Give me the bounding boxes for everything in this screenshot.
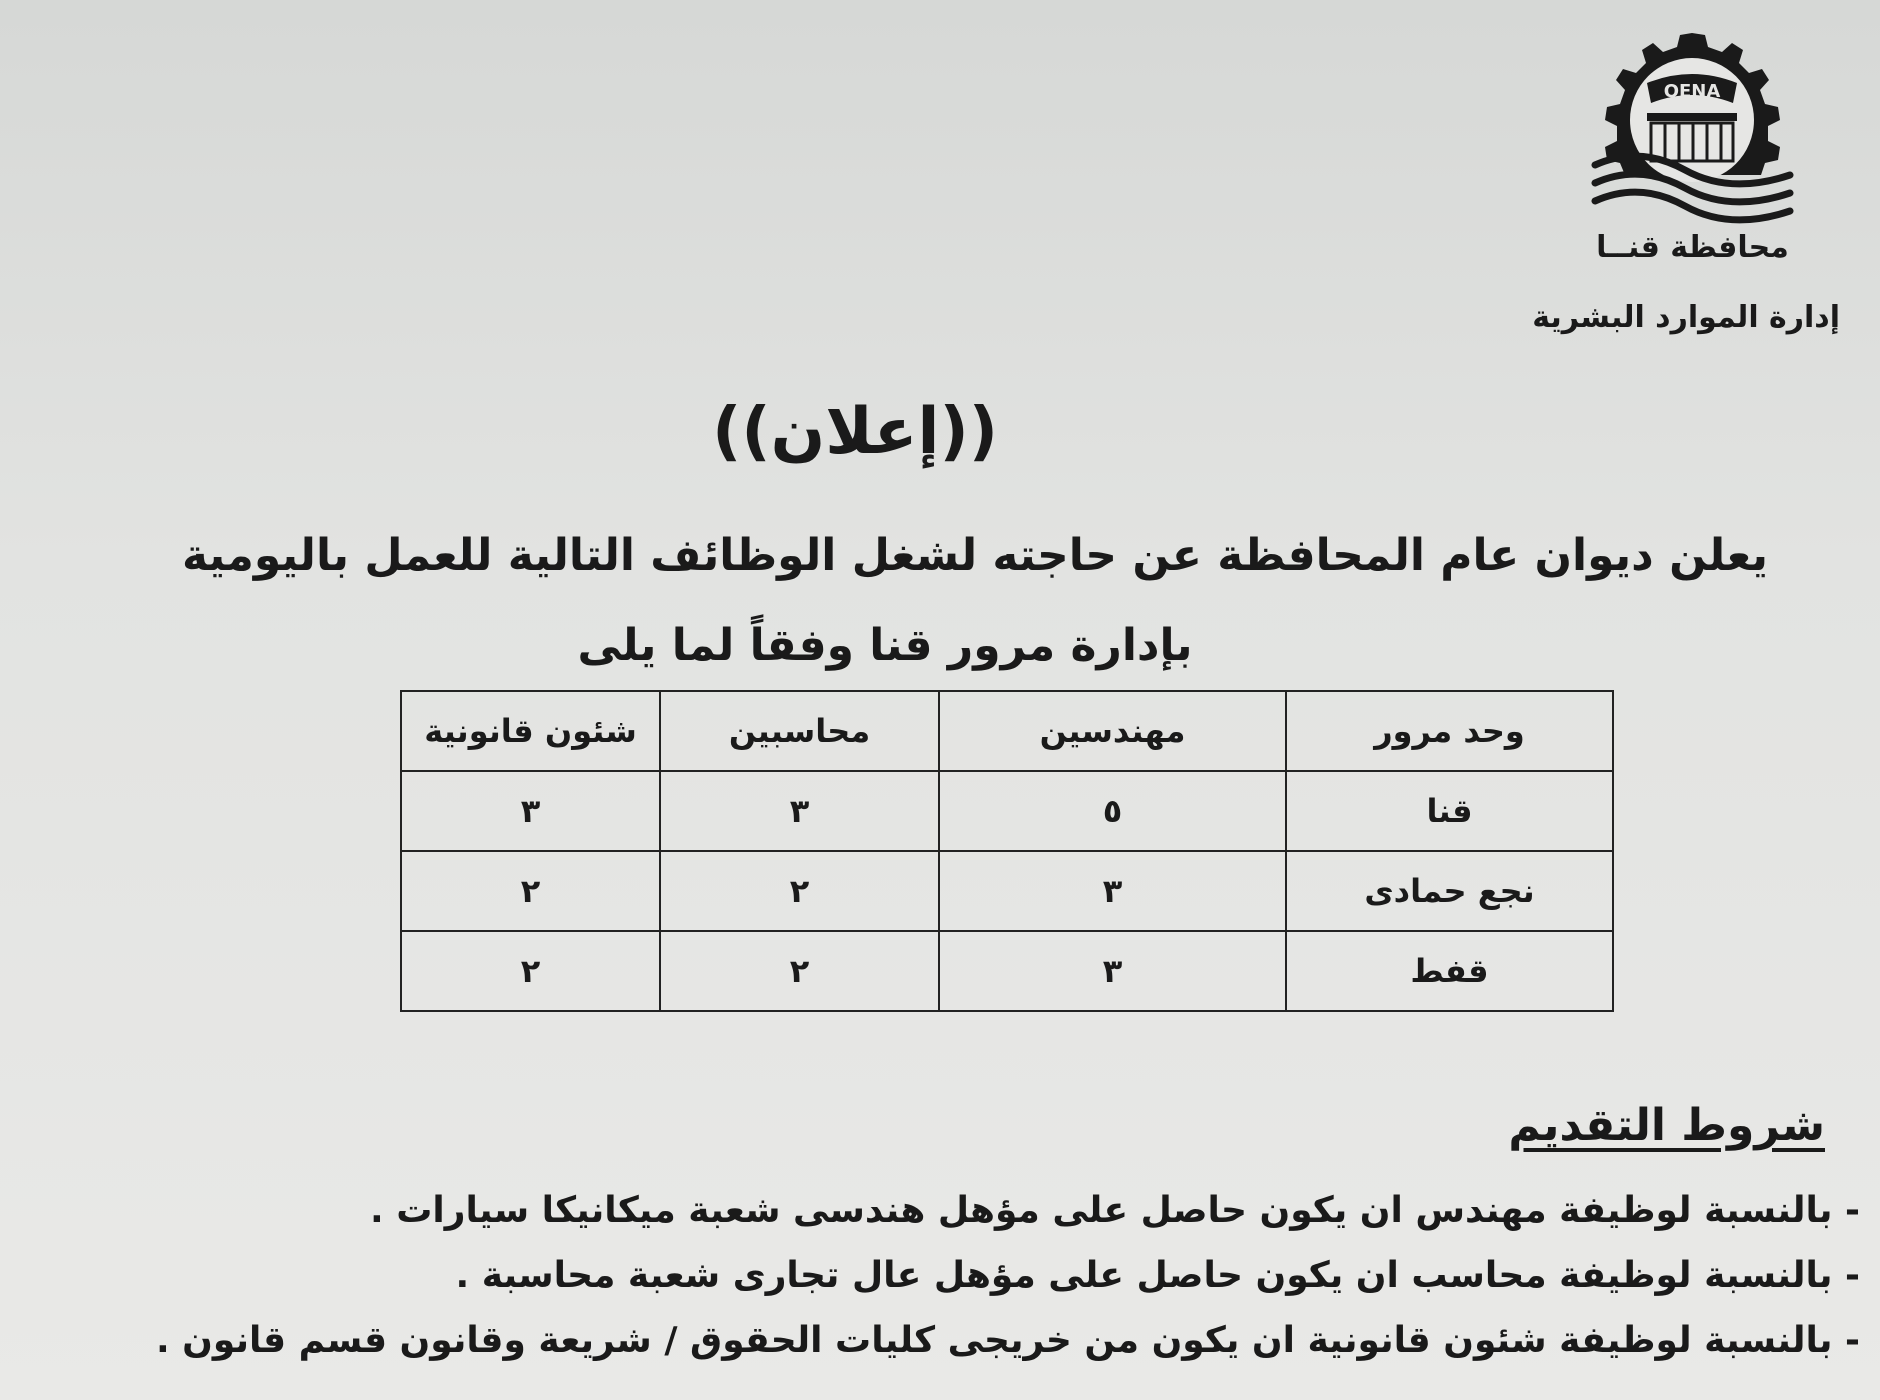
table-cell: ٢	[660, 931, 939, 1011]
table-cell: قفط	[1286, 931, 1613, 1011]
table-cell: نجع حمادى	[1286, 851, 1613, 931]
gear-emblem-icon	[1585, 25, 1800, 240]
condition-item: - بالنسبة لوظيفة مهندس ان يكون حاصل على مؤهل هندسى شعبة ميكانيكا سيارات .	[370, 1190, 1860, 1231]
department-name: إدارة الموارد البشرية	[1532, 300, 1840, 335]
table-header-cell: وحد مرور	[1286, 691, 1613, 771]
table-cell: ٣	[939, 851, 1286, 931]
intro-line-1: يعلن ديوان عام المحافظة عن حاجته لشغل الوظائف التالية للعمل باليومية	[182, 530, 1768, 581]
table-cell: ٢	[660, 851, 939, 931]
jobs-table	[400, 690, 1614, 1012]
table-row	[401, 931, 1613, 1011]
qena-governorate-logo	[1585, 25, 1800, 265]
table-header-cell: مهندسين	[939, 691, 1286, 771]
table-header-cell: محاسبين	[660, 691, 939, 771]
condition-item: - بالنسبة لوظيفة محاسب ان يكون حاصل على مؤهل عال تجارى شعبة محاسبة .	[455, 1255, 1860, 1296]
table-cell: ٢	[401, 931, 660, 1011]
table-header-cell: شئون قانونية	[401, 691, 660, 771]
table-cell: ٥	[939, 771, 1286, 851]
intro-line-2: بإدارة مرور قنا وفقاً لما يلى	[577, 620, 1193, 671]
logo-caption: محافظة قنــا	[1596, 230, 1789, 265]
svg-text:QENA: QENA	[1663, 81, 1721, 102]
announcement-title: ((إعلان))	[712, 395, 998, 469]
table-cell: ٣	[660, 771, 939, 851]
table-header-row	[401, 691, 1613, 771]
table-cell: ٢	[401, 851, 660, 931]
table-row	[401, 771, 1613, 851]
conditions-title: شروط التقديم	[1508, 1100, 1825, 1151]
table-cell: قنا	[1286, 771, 1613, 851]
table-cell: ٣	[939, 931, 1286, 1011]
table-cell: ٣	[401, 771, 660, 851]
table-row	[401, 851, 1613, 931]
condition-item: - بالنسبة لوظيفة شئون قانونية ان يكون من خريجى كليات الحقوق / شريعة وقانون قسم قانون .	[155, 1320, 1860, 1361]
